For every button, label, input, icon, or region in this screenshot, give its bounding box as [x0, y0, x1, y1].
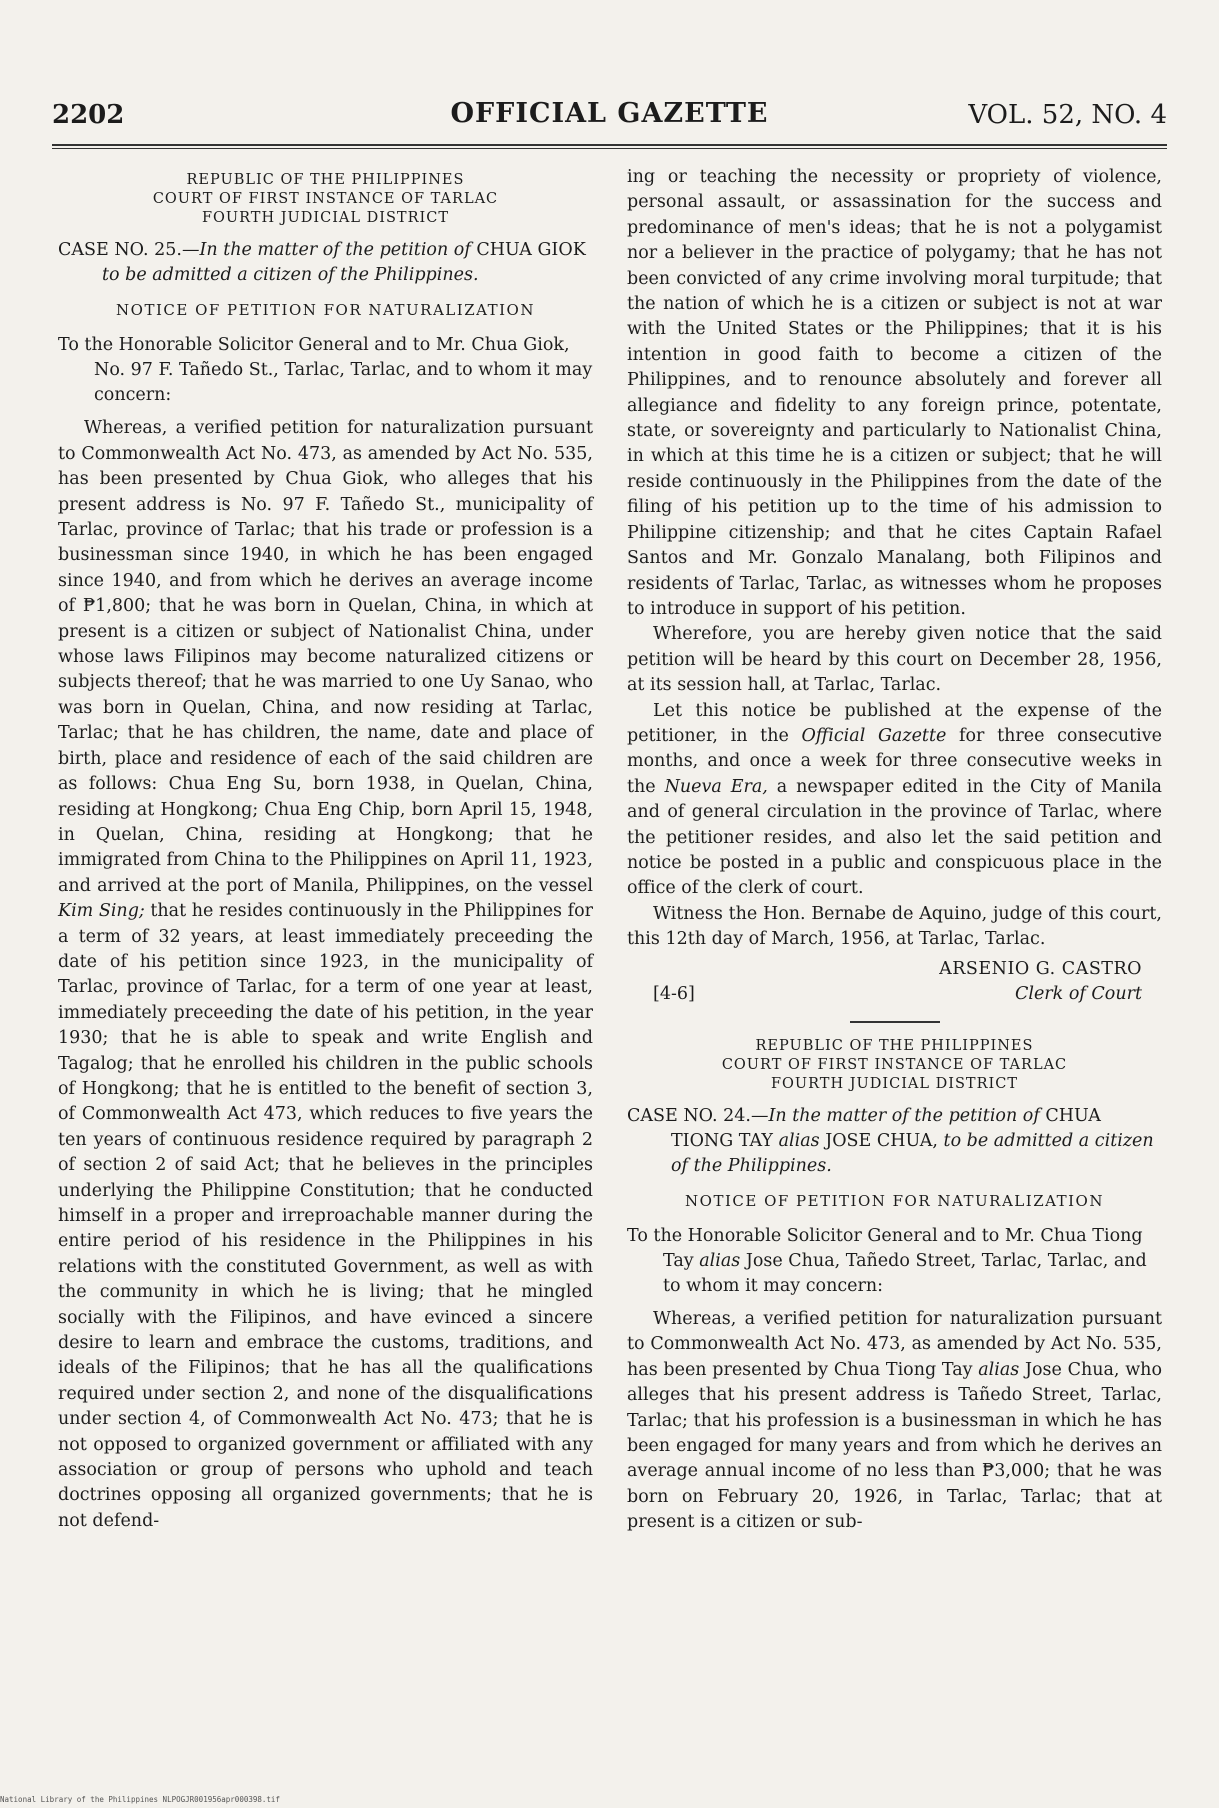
right-column — [627, 165, 1162, 1536]
witness-paragraph: Witness the Hon. Bernabe de Aquino, judge of this court, this 12th day of March, 1956, at Tarlac, Tarlac. — [627, 903, 1162, 950]
caption-text: —In the matter of the petition of — [750, 1105, 1040, 1126]
signature-block — [627, 957, 1162, 1007]
page-header — [52, 88, 1167, 144]
gazette-name: Official Gazette — [801, 725, 947, 746]
alias-label: alias — [778, 1130, 820, 1151]
issue-reference: [4-6] — [653, 983, 695, 1004]
body-text: Whereas, a verified petition for naturalization pursuant to Commonwealth Act No. 473, as amended by Act No. 535, has been presented by Chua Giok, who alleges that his present address is No. 97 F. Tañedo St., municipality of Tarlac, province of Tarlac; that his trade or profession is a businessman since 1940, in which he has been engaged since 1940, and from which he derives an average income of ₱1,800; that he was born in Quelan, China, in which at present is a citizen or subject of Nationalist China, under whose laws Filipinos may become naturalized citizens or subjects thereof; that he was married to one Uy Sanao, who was born in Quelan, China, and now residing at Tarlac, Tarlac; that he has children, the name, date and place of birth, place and residence of each of the said children are as follows: Chua Eng Su, born 1938, in Quelan, China, residing at Hongkong; Chua Eng Chip, born April 15, 1948, in Quelan, China, residing at Hongkong; that he immigrated from China to the Philippines on April 11, 1923, and arrived at the port of Manila, Philippines, on the vessel — [58, 418, 593, 896]
body-text: Whereas, a verified petition for naturalization pursuant to Commonwealth Act No. 473, as amended by Act No. 535, has been presented by Chua Tiong Tay — [627, 1309, 1162, 1380]
publication-title: OFFICIAL GAZETTE — [450, 98, 769, 129]
notice-divider — [850, 1021, 940, 1023]
left-column — [58, 165, 593, 1534]
body-text: for three consecutive months, and once a week for three consecutive weeks in the — [627, 725, 1162, 797]
petitioner-name: CHUA TIONG TAY — [671, 1105, 1101, 1151]
caption-text: to be admitted a citizen of the Philippines. — [671, 1130, 1154, 1176]
petition-body-continued: ing or teaching the necessity or propriety of violence, personal assault, or assassination for the success and predominance of men's ideas; that he is not a polygamist nor a believer in the practice of polygamy; that he has not been convicted of any crime involving moral turpitude; that the nation of which he is a citizen or subject is not at war with the United States or the Philippines; that it is his intention in good faith to become a citizen of the Philippines, and to renounce absolutely and forever all allegiance and fidelity to any foreign prince, potentate, state, or sovereignty and particularly to Nationalist China, in which at this time he is a citizen or subject; that he will reside continuously in the Philippines from the date of the filing of his petition up to the time of his admission to Philippine citizenship; and that he cites Captain Rafael Santos and Mr. Gonzalo Manalang, both Filipinos and residents of Tarlac, Tarlac, as witnesses whom he proposes to introduce in support of his petition. — [627, 167, 1162, 619]
notice-heading: NOTICE OF PETITION FOR NATURALIZATION — [685, 1191, 1104, 1210]
body-text: Let this notice be published at the expense of the petitioner, in the — [627, 700, 1162, 746]
body-text: Jose Chua, who alleges that his present address is Tañedo Street, Tarlac, Tarlac; that his profession is a businessman in which he has been engaged for many years and from which he derives an average annual income of no less than ₱3,000; that he was born on February 20, 1926, in Tarlac, Tarlac; that at present is a citizen or sub- — [627, 1359, 1162, 1533]
newspaper-name: Nueva Era, — [664, 776, 768, 797]
page-number: 2202 — [52, 100, 125, 130]
notice-heading: NOTICE OF PETITION FOR NATURALIZATION — [116, 301, 535, 319]
addressee — [627, 1224, 1162, 1299]
court-heading-line: REPUBLIC OF THE PHILIPPINES — [186, 172, 465, 188]
petitioner-alias: JOSE CHUA, — [825, 1130, 938, 1151]
body-text: a newspaper edited in the City of Manila and of general circulation in the province of Tarlac, where the petitioner resides, and also let the said petition and notice be posted in a public and conspicuous place in the office of the clerk of court. — [627, 776, 1162, 899]
signer-title: Clerk of Court — [1014, 983, 1142, 1004]
addressee: To the Honorable Solicitor General and to Mr. Chua Giok, No. 97 F. Tañedo St., Tarlac, Tarlac, and to whom it may concern: — [58, 335, 593, 406]
addressee-text: Jose Chua, Tañedo Street, Tarlac, Tarlac, and to whom it may concern: — [663, 1251, 1147, 1296]
signer-name: ARSENIO G. CASTRO — [939, 958, 1142, 979]
case-caption — [58, 238, 593, 288]
caption-text: to be admitted a citizen of the Philippines. — [102, 265, 479, 285]
volume-number: VOL. 52, NO. 4 — [968, 100, 1167, 130]
petition-body — [58, 416, 593, 1534]
petition-body — [627, 1307, 1162, 1536]
wherefore-paragraph: Wherefore, you are hereby given notice that the said petition will be heard by this court on December 28, 1956, at its session hall, at Tarlac, Tarlac. — [627, 624, 1162, 696]
case-caption — [627, 1104, 1162, 1179]
court-heading-line: FOURTH JUDICIAL DISTRICT — [201, 210, 450, 226]
body-text: that he resides continuously in the Philippines for a term of 32 years, at least immediately preceeding the date of his petition since 1923, in the municipality of Tarlac, province of Tarlac, for a term of one year at least, immediately preceeding the date of his petition, in the year 1930; that he is able to speak and write English and Tagalog; that he enrolled his children in the public schools of Hongkong; that he is entitled to the benefit of section 3, of Commonwealth Act 473, which reduces to five years the ten years of continuous residence required by paragraph 2 of section 2 of said Act; that he believes in the principles underlying the Philippine Constitution; that he conducted himself in a proper and irreproachable manner during the entire period of his residence in the Philippines in his relations with the constituted Government, as well as with the community in which he is living; that he mingled socially with the Filipinos, and have evinced a sincere desire to learn and embrace the customs, traditions, and ideals of the Filipinos; that he has all the qualifications required under section 2, and none of the disqualifications under section 4, of Commonwealth Act No. 473; that he is not opposed to organized government or affiliated with any association or group of persons who uphold and teach doctrines opposing all organized governments; that he is not defend- — [58, 901, 593, 1531]
caption-text: —In the matter of the petition of — [181, 240, 471, 260]
case-number: CASE NO. 24. — [627, 1105, 751, 1126]
case-number: CASE NO. 25. — [58, 240, 182, 260]
petitioner-name: CHUA GIOK — [476, 240, 586, 260]
addressee-text: To the Honorable Solicitor General and to Mr. Chua Tiong Tay — [627, 1226, 1143, 1271]
publication-paragraph — [627, 699, 1162, 902]
header-rule — [52, 144, 1167, 149]
court-heading — [58, 171, 593, 228]
court-heading — [627, 1037, 1162, 1094]
alias-label: alias — [699, 1251, 741, 1271]
scan-credit: National Library of the Philippines NLPOGJR001956apr000398.tif — [0, 1795, 280, 1804]
court-heading-line: REPUBLIC OF THE PHILIPPINES — [755, 1037, 1034, 1054]
alias-label: alias — [978, 1359, 1020, 1380]
court-heading-line: FOURTH JUDICIAL DISTRICT — [770, 1075, 1019, 1092]
court-heading-line: COURT OF FIRST INSTANCE OF TARLAC — [721, 1056, 1068, 1073]
vessel-name: Kim Sing; — [58, 901, 145, 922]
court-heading-line: COURT OF FIRST INSTANCE OF TARLAC — [152, 191, 499, 207]
